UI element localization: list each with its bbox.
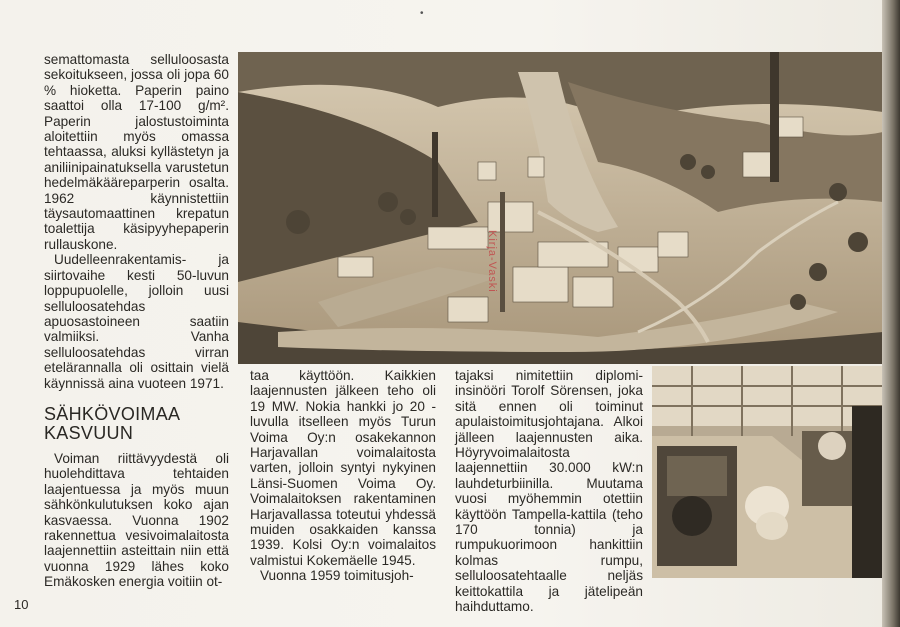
watermark-text: Kirja-Vaski	[486, 230, 498, 293]
text-column-2	[250, 368, 436, 584]
section-heading: SÄHKÖVOIMAA KASVUUN	[44, 403, 181, 443]
paragraph: semattomasta selluloosasta sekoitukseen, jossa oli jopa 60 % hioketta. Paperin paino saattoi olla 17-100 g/m². Paperin jalostustoiminta aloitettiin myös omassa tehtaassa, aluksi kyllästetyn ja aniliinipainatuksella varustetun hedelmäkääreparperin osalta. 1962 käynnistettiin täysautomaattinen krepatun toalettija käsipyyhepaperin rullauskone.	[44, 52, 229, 252]
paragraph: Vuonna 1959 toimitusjoh-	[260, 568, 414, 584]
book-spine	[882, 0, 900, 627]
paper-machine-hall-photo	[652, 366, 883, 578]
paragraph: Uudelleenrakentamis- ja siirtovaihe kesti 50-luvun loppupuolelle, jolloin uusi selluloosatehdas apuosastoineen saatiin valmiiksi. Vanha selluloosatehdas virran etelärannalla oli osittain vielä käynnissä aina vuoteen 1971.	[44, 252, 229, 391]
paragraph: Voiman riittävyydestä oli huolehdittava tehtaiden laajentuessa ja myös muun sähkönkulutuksen koko ajan kasvaessa. Vuonna 1902 rakennettua vesivoimalaitosta laajennettiin asteittain niin että vuonna 1929 lähes koko Emäkosken energia voitiin ot-	[44, 450, 229, 590]
text-column-1	[44, 52, 229, 590]
paragraph: tajaksi nimitettiin diplomi-insinööri Torolf Sörensen, joka sitä ennen oli toiminut apulaistoimitusjohtajana. Alkoi jälleen laajennusten aika. Höyryvoimalaitosta laajennettiin 30.000 kW:n lauhdeturbiinilla. Muutama vuosi myöhemmin otettiin käyttöön Tampella-kattila (teho 170 tonnia) ja rumpukuorimoon hankittiin kolmas rumpu, selluloosatehtaalle neljäs keittokattila ja jätelipeän haihduttamo.	[455, 368, 643, 615]
text-column-3	[455, 368, 643, 615]
aerial-factory-photo	[238, 52, 883, 364]
page-number: 10	[14, 597, 29, 612]
top-mark: •	[420, 8, 424, 19]
paragraph: taa käyttöön. Kaikkien laajennusten jälkeen teho oli 19 MW. Nokia hankki jo 20 -luvulla itselleen myös Turun Voima Oy:n osakekannon Harjavallan voimalaitosta varten, jolloin syntyi nykyinen Länsi-Suomen Voima Oy. Voimalaitoksen rakentaminen Harjavallassa toteutui yhdessä muiden osakkaiden kanssa 1939. Kolsi Oy:n voimalaitos valmistui Kokemäelle 1945.	[250, 368, 436, 568]
